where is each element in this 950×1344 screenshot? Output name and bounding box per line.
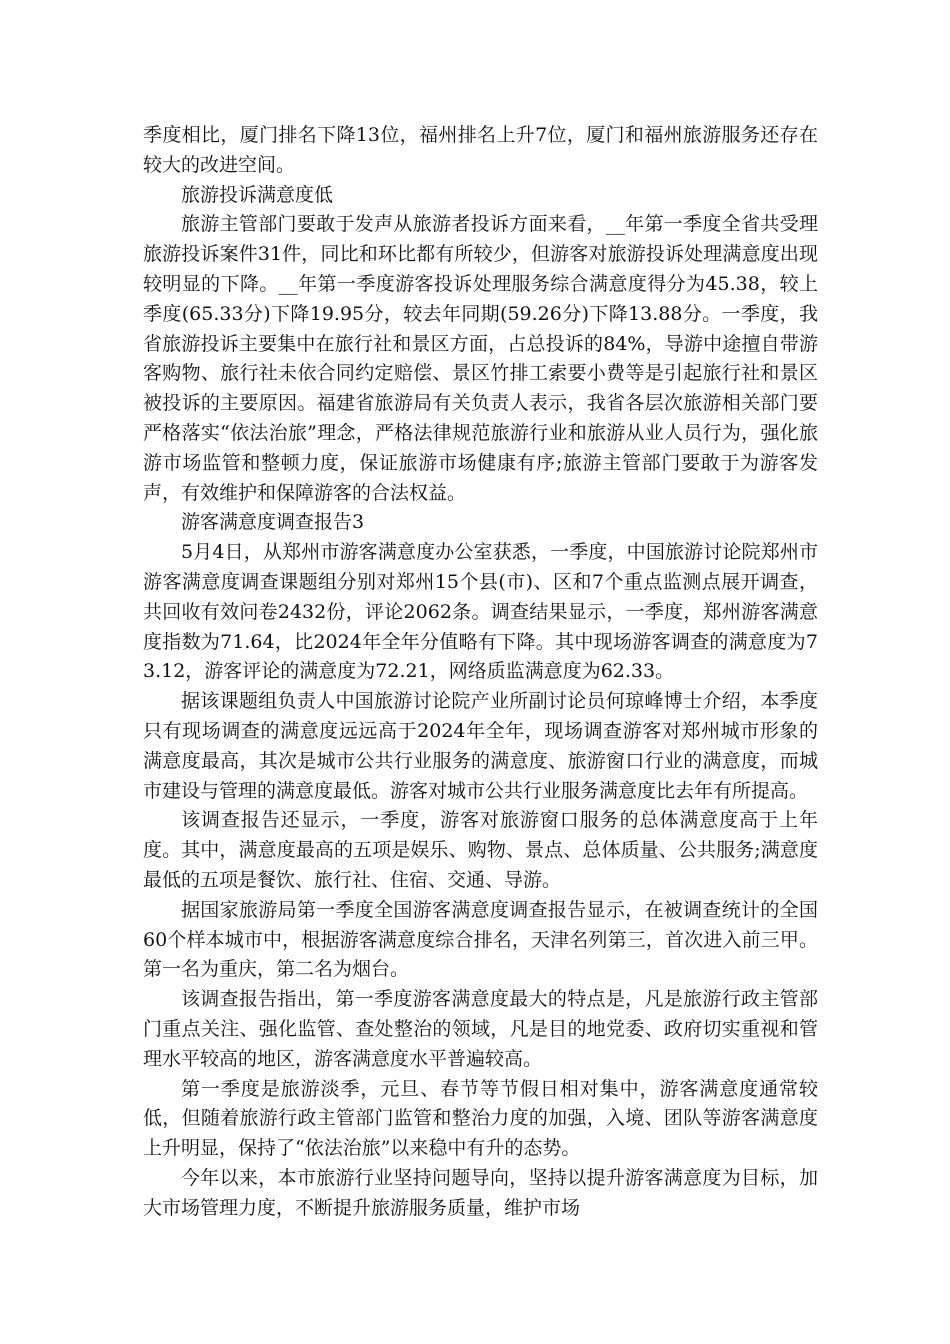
paragraph-continuation: 季度相比，厦门排名下降13位，福州排名上升7位，厦门和福州旅游服务还存在较大的改进空间。 [143, 124, 818, 176]
paragraph-window-service: 该调查报告还显示，一季度，游客对旅游窗口服务的总体满意度高于上年度。其中，满意度最高的五项是娱乐、购物、景点、总体质量、公共服务;满意度最低的五项是餐饮、旅行社、住宿、交通、导游。 [143, 809, 818, 891]
paragraph-report-features: 该调查报告指出，第一季度游客满意度最大的特点是，凡是旅游行政主管部门重点关注、强化监管、查处整治的领域，凡是目的地党委、政府切实重视和管理水平较高的地区，游客满意度水平普遍较高。 [143, 988, 818, 1070]
paragraph-complaint-details: 旅游主管部门要敢于发声从旅游者投诉方面来看，__年第一季度全省共受理旅游投诉案件31件，同比和环比都有所较少，但游客对旅游投诉处理满意度出现较明显的下降。__年第一季度游客投诉处理服务综合满意度得分为45.38，较上季度(65.33分)下降19.95分，较去年同期(59.26分)下降13.88分。一季度，我省旅游投诉主要集中在旅行社和景区方面，占总投诉的84%，导游中途擅自带游客购物、旅行社未依合同约定赔偿、景区竹排工索要小费等是引起旅行社和景区被投诉的主要原因。福建省旅游局有关负责人表示，我省各层次旅游相关部门要严格落实“依法治旅”理念，严格法律规范旅游行业和旅游从业人员行为，强化旅游市场监管和整顿力度，保证旅游市场健康有序;旅游主管部门要敢于为游客发声，有效维护和保障游客的合法权益。 [143, 213, 818, 504]
paragraph-researcher-intro: 据该课题组负责人中国旅游讨论院产业所副讨论员何琼峰博士介绍，本季度只有现场调查的满意度远远高于2024年全年，现场调查游客对郑州城市形象的满意度最高，其次是城市公共行业服务的满意度、旅游窗口行业的满意度，而城市建设与管理的满意度最低。游客对城市公共行业服务满意度比去年有所提高。 [143, 690, 818, 802]
paragraph-national-ranking: 据国家旅游局第一季度全国游客满意度调查报告显示，在被调查统计的全国60个样本城市中，根据游客满意度综合排名，天津名列第三，首次进入前三甲。第一名为重庆，第二名为烟台。 [143, 898, 818, 981]
paragraph-this-year: 今年以来，本市旅游行业坚持问题导向，坚持以提升游客满意度为目标，加大市场管理力度，不断提升旅游服务质量，维护市场 [143, 1166, 818, 1219]
paragraph-off-season: 第一季度是旅游淡季，元旦、春节等节假日相对集中，游客满意度通常较低，但随着旅游行政主管部门监管和整治力度的加强，入境、团队等游客满意度上升明显，保持了“依法治旅”以来稳中有升的态势。 [143, 1077, 818, 1160]
section-heading-report-3: 游客满意度调查报告3 [181, 511, 365, 534]
paragraph-zhengzhou-survey: 5月4日，从郑州市游客满意度办公室获悉，一季度，中国旅游讨论院郑州市游客满意度调查课题组分别对郑州15个县(市)、区和7个重点监测点展开调查，共回收有效问卷2432份，评论2062条。调查结果显示，一季度，郑州游客满意度指数为71.64，比2024年全年分值略有下降。其中现场游客调查的满意度为73.12，游客评论的满意度为72.21，网络质监满意度为62.33。 [143, 541, 818, 683]
section-heading-complaint-satisfaction: 旅游投诉满意度低 [181, 183, 334, 206]
document-body [143, 121, 818, 1223]
